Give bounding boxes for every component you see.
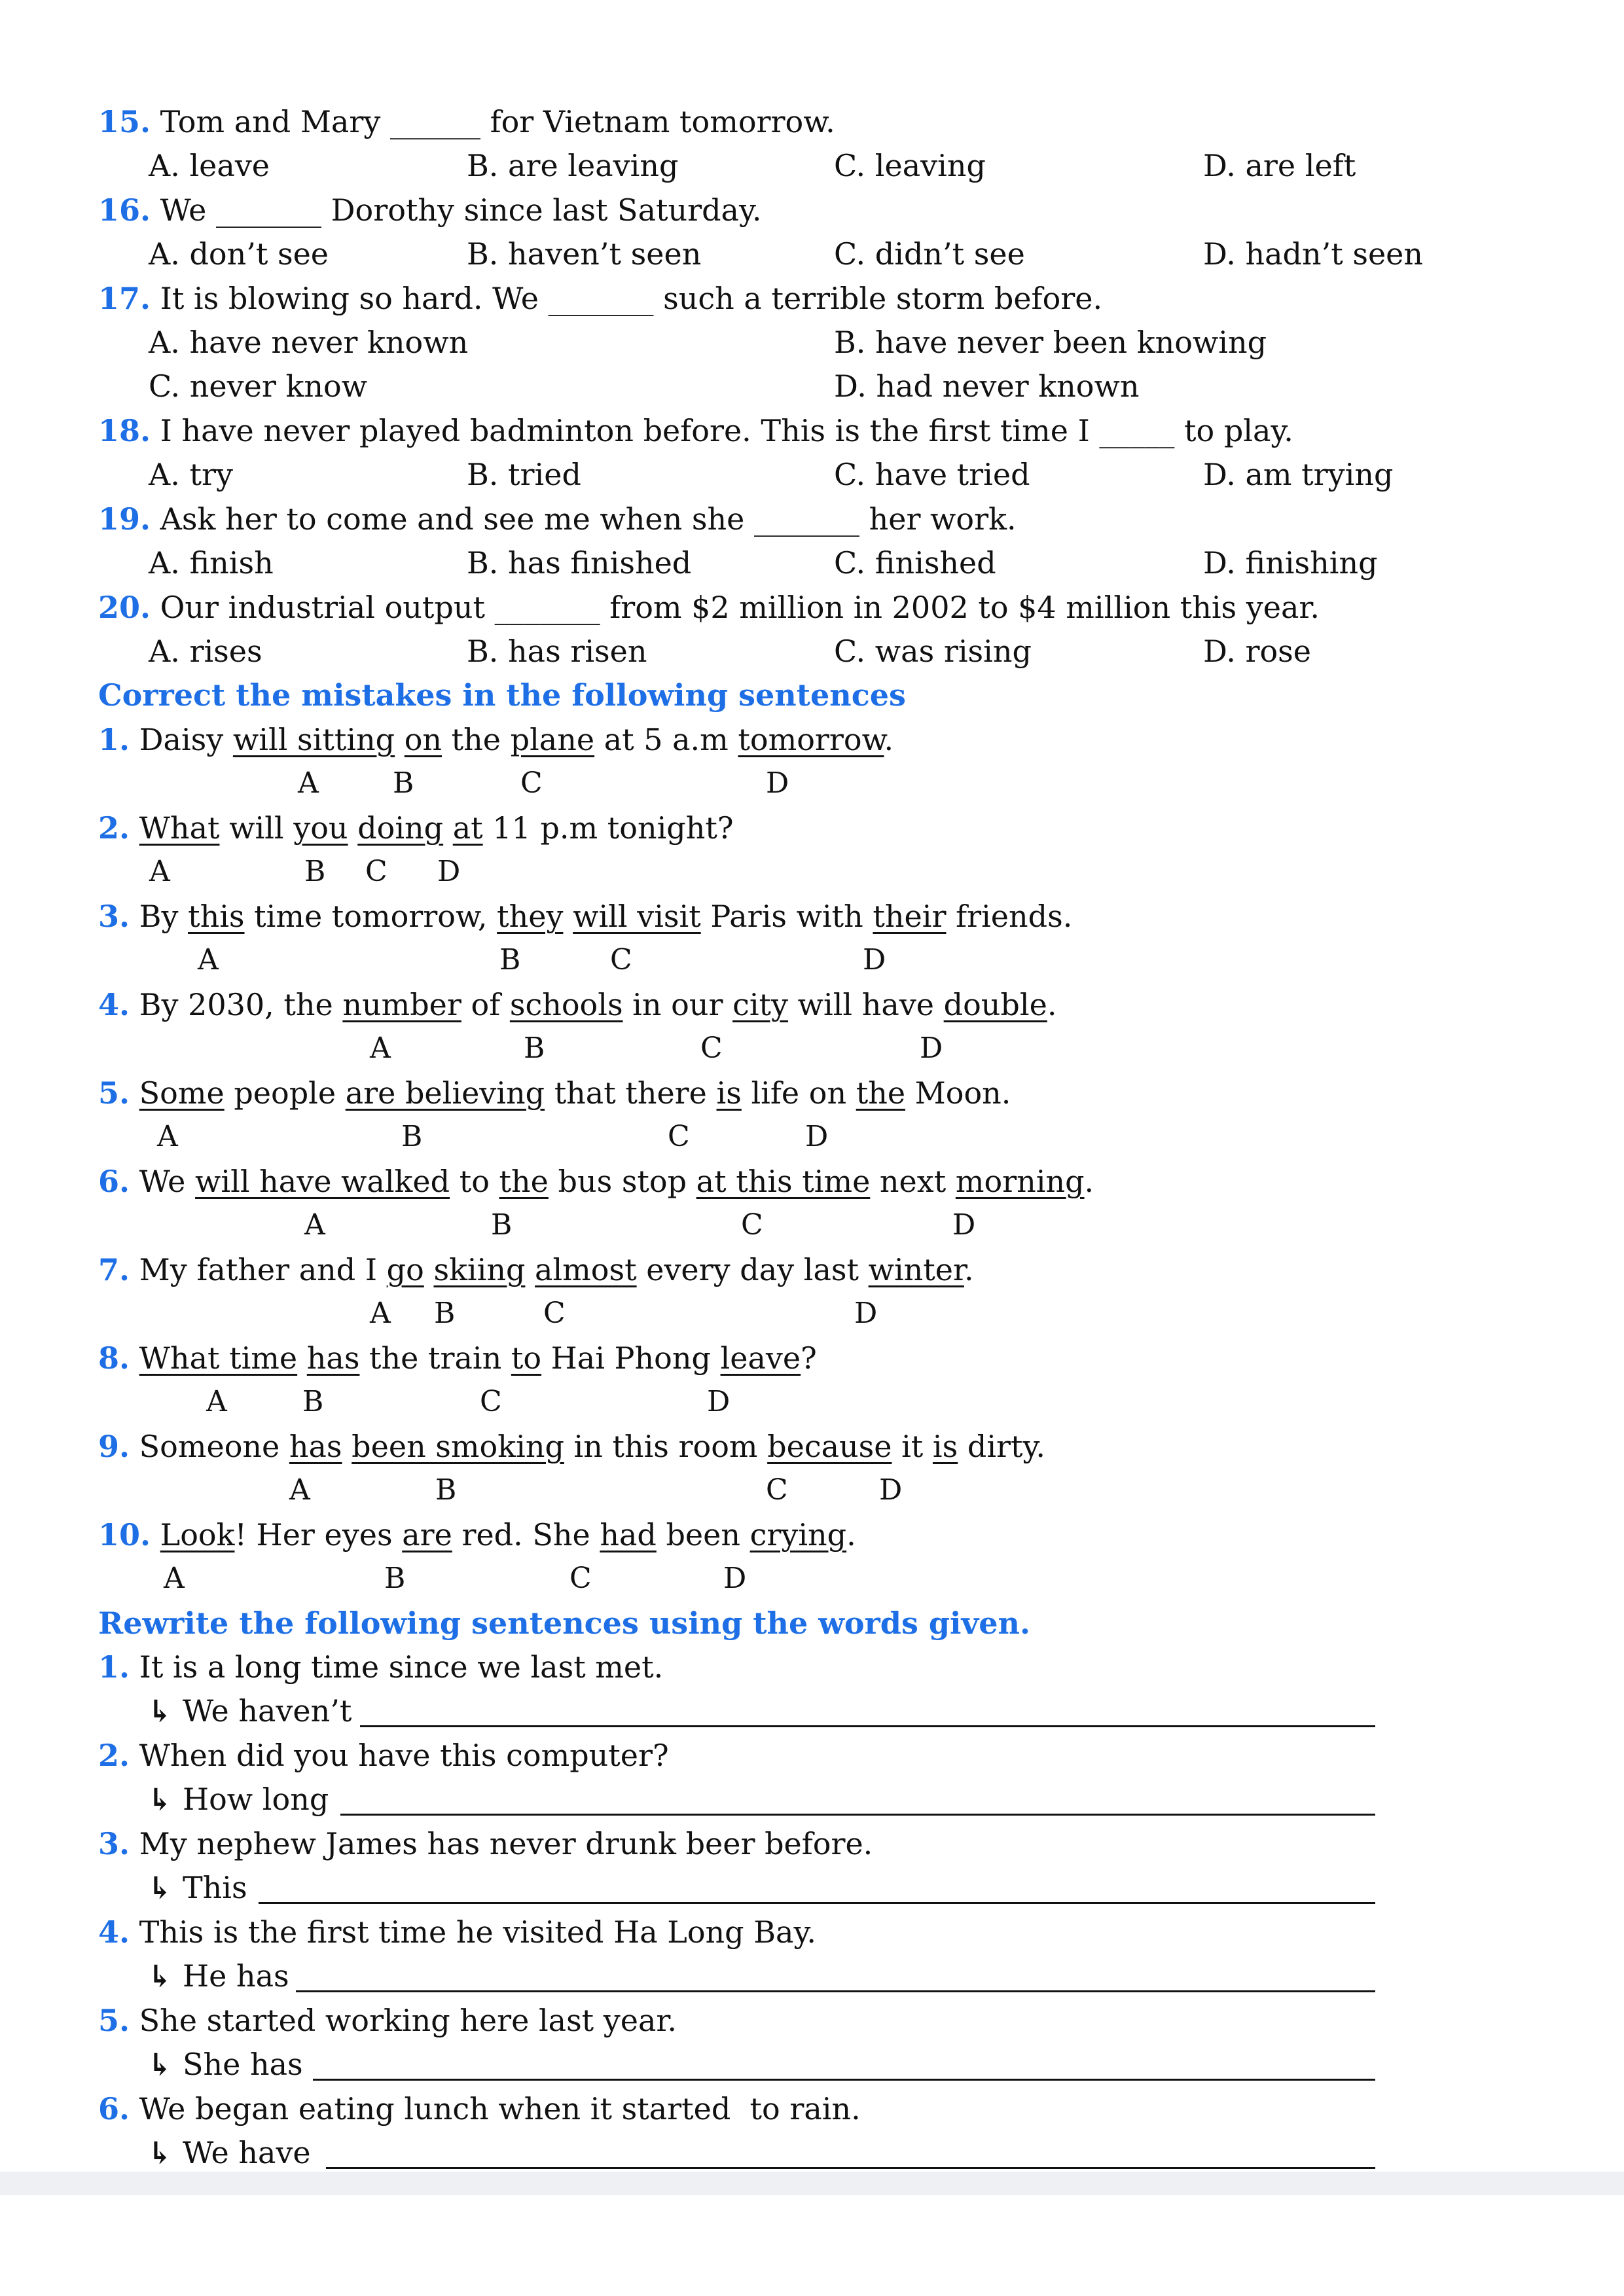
option-a: A. rises	[149, 634, 262, 669]
answer-line[interactable]	[360, 1725, 1375, 1727]
correct-sentence: 6. We will have walked to the bus stop at this time next morning.	[98, 1164, 1094, 1199]
answer-line[interactable]	[326, 2167, 1375, 2169]
option-a: A. try	[149, 457, 233, 492]
mcq-options	[0, 323, 1624, 362]
option-d: D. rose	[1203, 634, 1311, 669]
answer-line[interactable]	[259, 1902, 1375, 1904]
answer-marks: A B C D	[304, 1208, 976, 1242]
mcq-question: 16. We _______ Dorothy since last Saturday.	[98, 192, 762, 228]
mcq-question: 15. Tom and Mary ______ for Vietnam tomorrow.	[98, 104, 835, 139]
option-b: B. have never been knowing	[834, 325, 1267, 360]
option-b: B. has risen	[467, 634, 647, 669]
curved-arrow-icon: ↳	[147, 2047, 173, 2082]
rewrite-sentence: 6. We began eating lunch when it started to rain.	[98, 2091, 861, 2126]
option-a: A. have never known	[149, 325, 469, 360]
answer-marks: A B C D	[157, 1120, 829, 1153]
option-a: A. don’t see	[149, 236, 329, 272]
rewrite-sentence: 5. She started working here last year.	[98, 2003, 677, 2038]
correct-sentence: 1. Daisy will sitting on the plane at 5 a.m tomorrow.	[98, 722, 894, 757]
answer-marks: A B C D	[370, 1297, 878, 1330]
option-d: D. had never known	[834, 368, 1140, 404]
answer-marks: A B C D	[149, 855, 461, 888]
option-b: B. has finished	[467, 545, 692, 581]
option-a: A. finish	[149, 545, 274, 581]
question-number: 17.	[98, 281, 151, 316]
rewrite-answer: ↳ He has	[0, 1956, 1624, 1996]
mcq-options	[0, 632, 1624, 671]
answer-marks: A B C D	[289, 1473, 903, 1507]
answer-marks: A B C D	[370, 1031, 943, 1065]
mcq-options	[0, 146, 1624, 185]
answer-line[interactable]	[313, 2079, 1375, 2081]
rewrite-answer: ↳ This	[0, 1868, 1624, 1907]
option-d: D. are left	[1203, 148, 1356, 183]
question-number: 15.	[98, 104, 151, 139]
rewrite-answer: ↳ We haven’t	[0, 1691, 1624, 1731]
correct-sentence: 4. By 2030, the number of schools in our city will have double.	[98, 987, 1057, 1022]
question-number: 16.	[98, 192, 151, 228]
curved-arrow-icon: ↳	[147, 1693, 173, 1729]
question-number: 20.	[98, 590, 151, 625]
correct-sentence: 8. What time has the train to Hai Phong leave?	[98, 1340, 817, 1376]
answer-marks: A B C D	[206, 1385, 731, 1418]
option-a: A. leave	[149, 148, 270, 183]
option-d: D. hadn’t seen	[1203, 236, 1424, 272]
section-heading-rewrite: Rewrite the following sentences using the words given.	[98, 1605, 1030, 1641]
mcq-question: 20. Our industrial output _______ from $2 million in 2002 to $4 million this year.	[98, 590, 1320, 625]
next-page	[0, 2195, 1624, 2296]
answer-line[interactable]	[340, 1814, 1375, 1816]
option-b: B. tried	[467, 457, 581, 492]
option-c: C. leaving	[834, 148, 986, 183]
option-b: B. are leaving	[467, 148, 679, 183]
mcq-options	[0, 455, 1624, 494]
correct-sentence: 10. Look! Her eyes are red. She had been crying.	[98, 1517, 856, 1552]
curved-arrow-icon: ↳	[147, 1782, 173, 1817]
rewrite-sentence: 2. When did you have this computer?	[98, 1738, 669, 1773]
mcq-question: 18. I have never played badminton before. This is the first time I _____ to play.	[98, 413, 1293, 448]
mcq-options	[0, 234, 1624, 274]
section-heading-correct: Correct the mistakes in the following sentences	[98, 677, 906, 713]
mcq-options	[0, 543, 1624, 583]
correct-sentence: 3. By this time tomorrow, they will visit Paris with their friends.	[98, 899, 1073, 934]
page-gap	[0, 2172, 1624, 2296]
answer-marks: A B C D	[298, 766, 789, 800]
rewrite-answer: ↳ We have	[0, 2133, 1624, 2172]
option-c: C. never know	[149, 368, 368, 404]
correct-sentence: 2. What will you doing at 11 p.m tonight?	[98, 810, 734, 846]
question-number: 19.	[98, 501, 151, 537]
option-c: C. have tried	[834, 457, 1030, 492]
curved-arrow-icon: ↳	[147, 1870, 173, 1905]
rewrite-sentence: 3. My nephew James has never drunk beer before.	[98, 1826, 873, 1861]
mcq-options	[0, 367, 1624, 406]
mcq-question: 17. It is blowing so hard. We _______ such a terrible storm before.	[98, 281, 1103, 316]
rewrite-answer: ↳ She has	[0, 2045, 1624, 2084]
option-c: C. finished	[834, 545, 996, 581]
mcq-question: 19. Ask her to come and see me when she _______ her work.	[98, 501, 1017, 537]
question-number: 18.	[98, 413, 151, 448]
option-c: C. was rising	[834, 634, 1032, 669]
answer-marks: A B C D	[164, 1562, 747, 1595]
correct-sentence: 5. Some people are believing that there is life on the Moon.	[98, 1075, 1011, 1111]
option-d: D. finishing	[1203, 545, 1378, 581]
rewrite-answer: ↳ How long	[0, 1780, 1624, 1819]
option-c: C. didn’t see	[834, 236, 1025, 272]
answer-line[interactable]	[296, 1990, 1375, 1992]
rewrite-sentence: 1. It is a long time since we last met.	[98, 1649, 664, 1685]
correct-sentence: 7. My father and I go skiing almost every day last winter.	[98, 1252, 974, 1287]
option-b: B. haven’t seen	[467, 236, 702, 272]
curved-arrow-icon: ↳	[147, 2135, 173, 2170]
answer-marks: A B C D	[198, 943, 886, 977]
correct-sentence: 9. Someone has been smoking in this room because it is dirty.	[98, 1429, 1046, 1464]
rewrite-sentence: 4. This is the first time he visited Ha Long Bay.	[98, 1914, 816, 1950]
option-d: D. am trying	[1203, 457, 1394, 492]
curved-arrow-icon: ↳	[147, 1958, 173, 1994]
